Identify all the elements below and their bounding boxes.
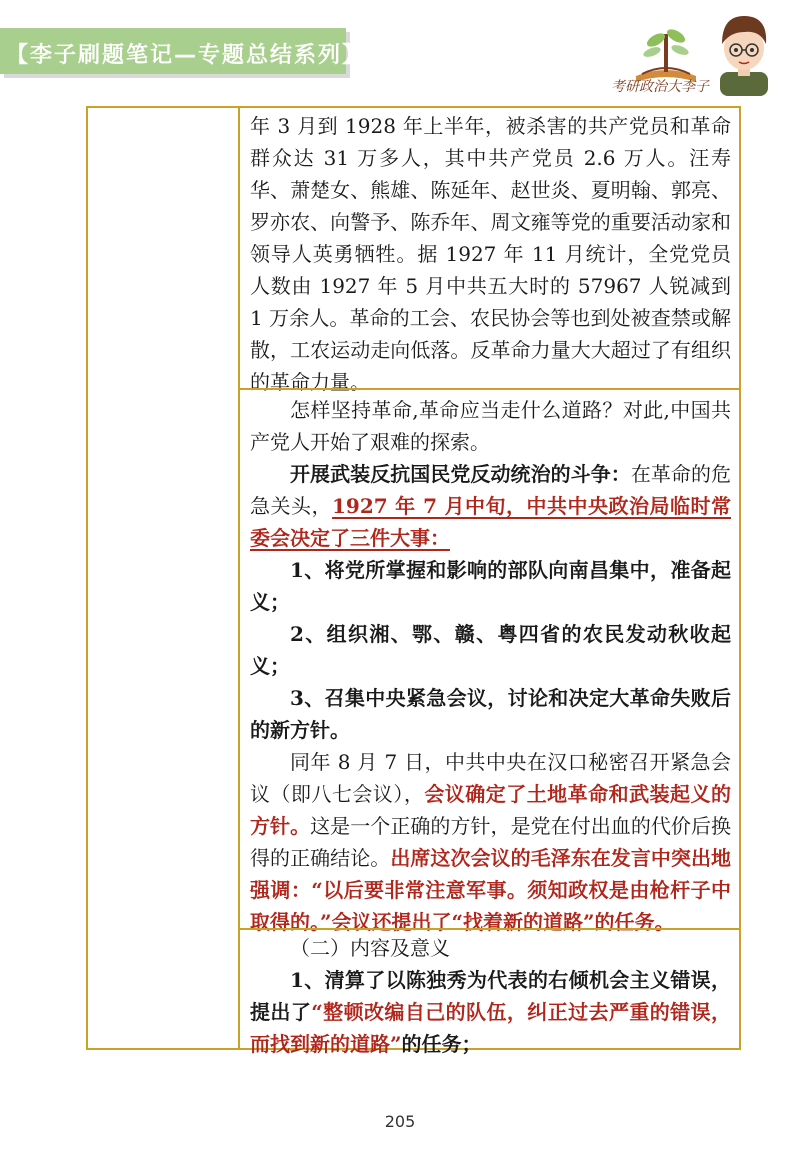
exploration-paragraph: 怎样坚持革命,革命应当走什么道路？对此,中国共产党人开始了艰难的探索。	[250, 398, 731, 454]
policy-highlight: 会议确定了土地革命和武装起义的方针。	[250, 782, 732, 838]
decision-item-3: 3、召集中央紧急会议，讨论和决定大革命失败后的新方针。	[250, 686, 731, 742]
three-decisions-highlight: 1927 年 7 月中旬，中共中央政治局临时常委会决定了三件大事：	[250, 494, 732, 550]
left-column	[88, 108, 240, 1048]
crisis-text: 在革命的危急关头，	[250, 462, 732, 518]
page-number: 205	[384, 1112, 416, 1131]
content-table	[86, 106, 741, 1056]
massacre-paragraph: 年 3 月到 1928 年上半年，被杀害的共产党员和革命群众达 31 万多人，其中共产党员 2.6 万人。汪寿华、萧楚女、熊雄、陈延年、赵世炎、夏明翰、郭亮、罗亦农、向警予、陈乔年、周文雍等党的重要活动家和领导人英勇牺牲。据 1927 年 11 月统计，全党党员人数由 1927 年 5 月中共五大时的 57967 人锐减到 1 万余人。革命的工会、农民协会等也到处被查禁或解散，工农运动走向低落。反革命力量大大超过了有组织的革命力量。	[250, 114, 731, 394]
significance-tail: 的任务；	[401, 1032, 482, 1056]
cell-massacre-statistics	[240, 108, 739, 394]
new-road-quote: “整顿改编自己的队伍，纠正过去严重的错误，而找到新的道路”	[250, 1000, 732, 1056]
decision-item-2: 2、组织湘、鄂、赣、粤四省的农民发动秋收起义；	[250, 622, 731, 678]
decision-item-1: 1、将党所掌握和影响的部队向南昌集中，准备起义；	[250, 558, 731, 614]
august-meeting-text: 同年 8 月 7 日，中共中央在汉口秘密召开紧急会议（即八七会议），	[250, 750, 731, 806]
cell-armed-struggle	[240, 388, 739, 934]
mao-quote-highlight: 出席这次会议的毛泽东在发言中突出地强调：“以后要非常注意军事。须知政权是由枪杆子中取得的。”会议还提出了“找着新的道路”的任务。	[250, 846, 732, 934]
correct-conclusion-text: 这是一个正确的方针，是党在付出血的代价后换得的正确结论。	[250, 814, 732, 870]
brand-caption: 考研政治大李子	[611, 79, 709, 95]
cell-content-significance	[240, 928, 739, 1056]
august-seventh-paragraph	[250, 746, 731, 938]
header-banner	[0, 28, 367, 74]
avatar-illustration	[712, 8, 776, 96]
significance-lead: 1、清算了以陈独秀为代表的右倾机会主义错误，提出了	[250, 968, 731, 1024]
significance-item-1	[250, 964, 731, 1060]
section-heading: （二）内容及意义	[290, 936, 450, 960]
armed-struggle-heading: 开展武装反抗国民党反动统治的斗争：	[290, 462, 631, 486]
three-decisions-paragraph	[250, 458, 731, 554]
header-title: 【李子刷题笔记—专题总结系列】	[6, 43, 367, 68]
